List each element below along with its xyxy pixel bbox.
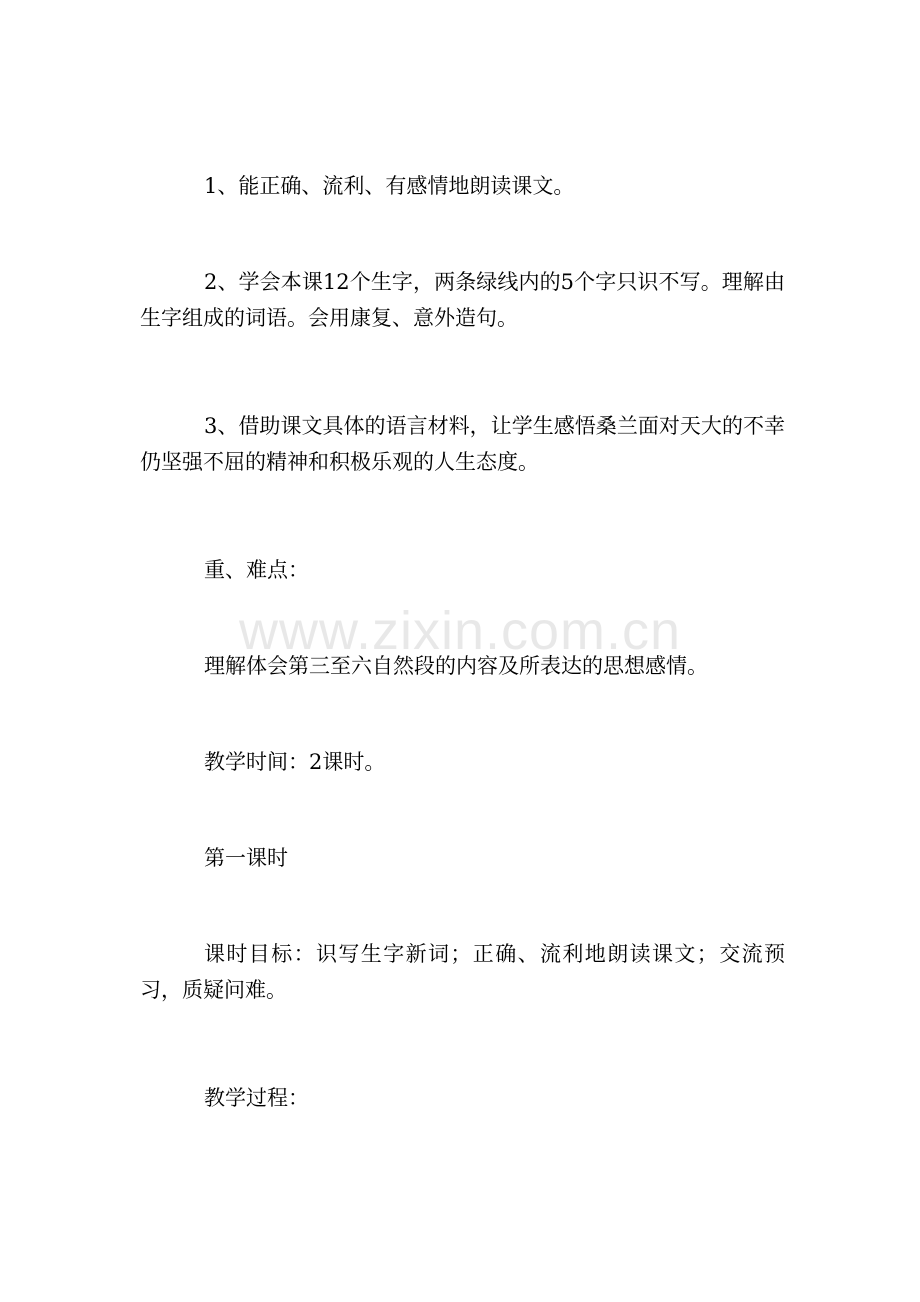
objective-2: 2、学会本课12个生字，两条绿线内的5个字只识不写。理解由生字组成的词语。会用康复、意外造句。 [140, 270, 785, 330]
first-lesson-heading: 第一课时 [204, 846, 288, 870]
key-difficulty-heading: 重、难点： [204, 558, 309, 582]
teaching-time: 教学时间：2课时。 [204, 750, 386, 774]
watermark: www.zixin.com.cn [238, 601, 682, 661]
key-difficulty-content: 理解体会第三至六自然段的内容及所表达的思想感情。 [204, 654, 708, 678]
lesson-objectives: 课时目标：识写生字新词；正确、流利地朗读课文；交流预习，质疑问难。 [140, 942, 785, 1002]
objective-1: 1、能正确、流利、有感情地朗读课文。 [204, 174, 575, 198]
teaching-process-heading: 教学过程： [204, 1086, 309, 1110]
objective-3: 3、借助课文具体的语言材料，让学生感悟桑兰面对天大的不幸仍坚强不屈的精神和积极乐观的人生态度。 [140, 414, 785, 474]
